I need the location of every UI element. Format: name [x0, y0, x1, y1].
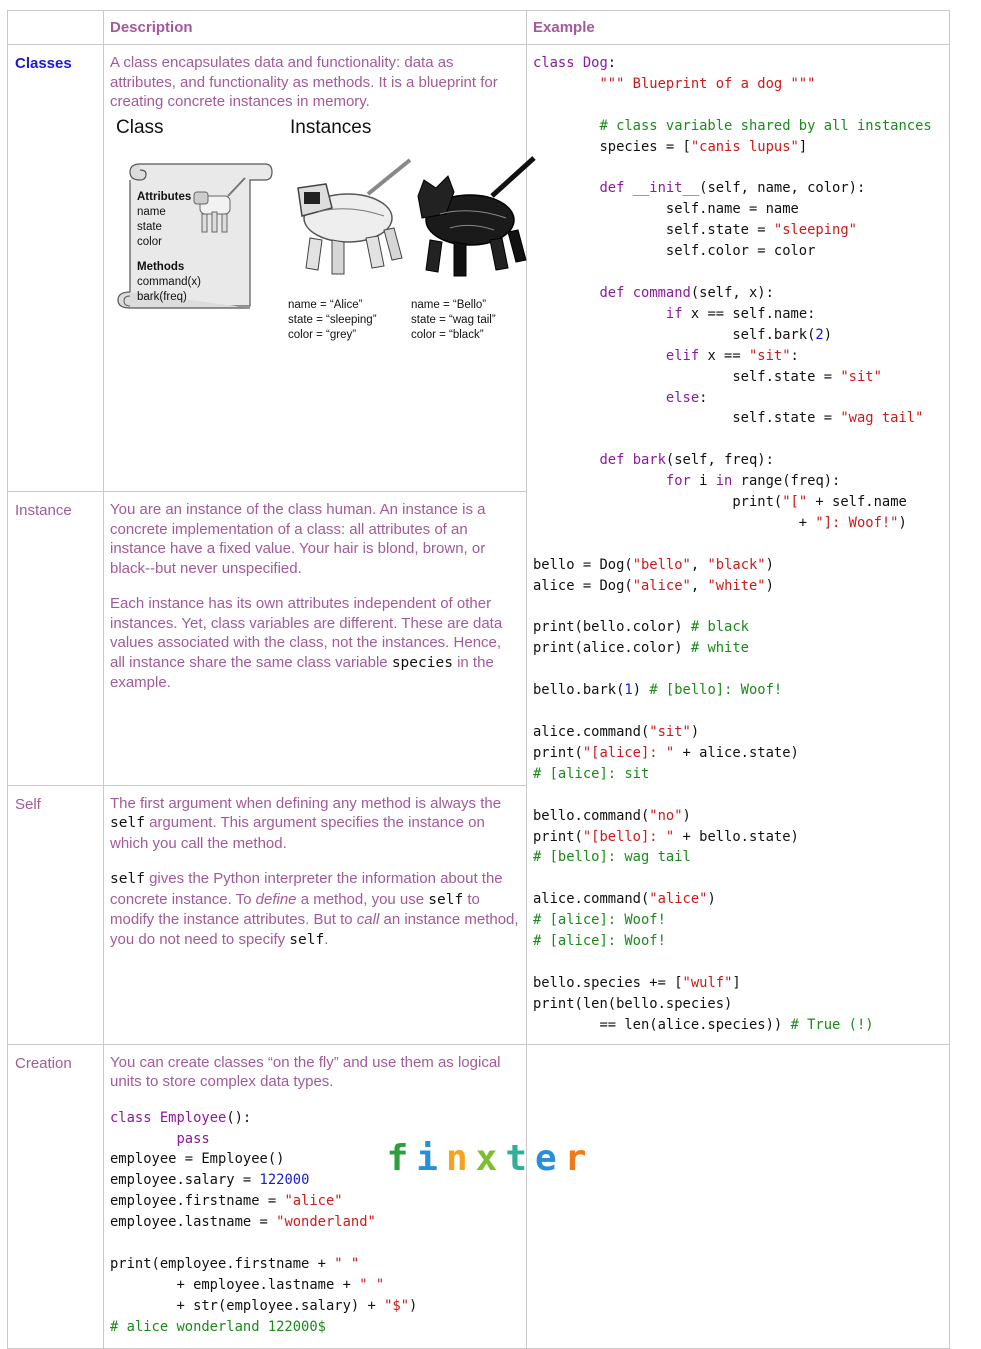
logo-letter-t: t [505, 1138, 536, 1179]
instance-paragraph-1: You are an instance of the class human. An instance is a concrete implementation of a class: all attributes of an instance have a fixed value. Your hair is blond, brown, or black--but never unspecified. [110, 501, 486, 577]
creation-paragraph: You can create classes “on the fly” and use them as logical units to store complex data types. [110, 1053, 501, 1091]
term-instance: Instance [8, 492, 104, 786]
self-code-4: self [289, 931, 325, 948]
bello-caption [411, 298, 496, 343]
self-code-3: self [428, 891, 464, 908]
self-p1-b: argument. This argument specifies the instance on which you call the method. [110, 814, 485, 852]
methods-heading: Methods [137, 260, 185, 273]
logo-letter-x: x [475, 1138, 506, 1179]
desc-self [104, 785, 527, 1044]
self-paragraph-2 [110, 869, 520, 950]
header-empty-cell [8, 11, 104, 45]
alice-state: state = “sleeping” [288, 313, 377, 326]
term-creation: Creation [8, 1044, 104, 1348]
blueprint-text [137, 190, 201, 305]
self-paragraph-1 [110, 794, 520, 854]
example-dog-class [527, 45, 950, 1045]
attribute-state: state [137, 220, 162, 233]
bello-state: state = “wag tail” [411, 313, 496, 326]
logo-letter-e: e [535, 1138, 565, 1179]
term-self: Self [8, 785, 104, 1044]
attribute-name: name [137, 205, 166, 218]
attribute-color: color [137, 235, 162, 248]
dog-class-code: class Dog: """ Blueprint of a dog """ # class variable shared by all instances species = ["canis lupus"] def __init__(self, name, color): self.name = name self.state = "sleeping" self.color = color def command(self, x): if x == self.name: self.bark(2) elif x == "sit": self.state = "sit" else: self.state = "wag tail" def bark(self, freq): for i in range(freq): print("[" + self.name + "]: Woof!") bello = Dog("bello", "black") alice = Dog("alice", "white") print(bello.color) # black print(alice.color) # white bello.bark(1) # [bello]: Woof! alice.command("sit") print("[alice]: " + alice.state) # [alice]: sit bello.command("no") print("[bello]: " + bello.state) # [bello]: wag tail alice.command("alice") # [alice]: Woof! # [alice]: Woof! bello.species += ["wulf"] print(len(bello.species) == len(alice.species)) # True (!) [533, 55, 932, 1033]
example-empty-cell [527, 1044, 950, 1348]
self-p1-a: The first argument when defining any method is always the [110, 794, 502, 812]
self-p2-define: define [255, 890, 297, 908]
alice-caption [288, 298, 377, 343]
self-p2-a: gives the Python interpreter the information about the concrete instance. To [110, 870, 503, 908]
self-p2-c: to modify the instance attributes. But to [110, 890, 480, 929]
alice-robot-dog-icon [288, 156, 418, 296]
desc-classes [104, 45, 527, 492]
employee-code: class Employee(): pass employee = Employee() employee.salary = 122000 employee.firstname = "alice" employee.lastname = "wonderland" print(employee.firstname + " " + employee.lastname + " " + str(employee.salary) + "$") # alice wonderland 122000$ [110, 1109, 418, 1335]
finxter-logo [0, 1138, 981, 1179]
bello-color: color = “black” [411, 328, 484, 341]
alice-name: name = “Alice” [288, 298, 363, 311]
logo-letter-f: f [386, 1138, 417, 1179]
desc-instance [104, 492, 527, 786]
self-p2-call: call [356, 911, 380, 929]
attributes-heading: Attributes [137, 190, 192, 203]
term-classes: Classes [8, 45, 104, 492]
class-instances-figure [110, 118, 520, 356]
self-code-1: self [110, 815, 145, 832]
self-p2-d: an instance method, you do not need to specify [110, 911, 519, 948]
desc-creation [104, 1044, 527, 1348]
instance-paragraph-2 [110, 594, 520, 693]
figure-instances-label: Instances [290, 116, 372, 138]
self-p2-e: . [324, 930, 329, 948]
alice-color: color = “grey” [288, 328, 357, 341]
classes-row [8, 45, 950, 492]
instance-p2-tail: in the example. [110, 653, 494, 692]
method-bark: bark(freq) [137, 290, 187, 303]
header-description: Description [104, 11, 527, 45]
header-example: Example [527, 11, 950, 45]
creation-row [8, 1044, 950, 1348]
species-code: species [391, 654, 453, 671]
figure-class-label: Class [116, 116, 164, 138]
logo-letter-i: i [416, 1138, 446, 1179]
method-command: command(x) [137, 275, 201, 288]
desc-classes-text: A class encapsulates data and functionality: data as attributes, and functionality as methods. It is a blueprint for creating concrete instances in memory. [110, 54, 498, 110]
instance-p2-text: Each instance has its own attributes independent of other instances. Yet, class variables are different. These are data values associated with the class, not the instances. Hence, all instance share the same class variable [110, 595, 503, 671]
bello-robot-dog-icon [410, 156, 540, 296]
logo-letter-n: n [445, 1138, 476, 1179]
logo-letter-r: r [564, 1138, 595, 1179]
self-p2-b: a method, you use [296, 890, 429, 908]
bello-name: name = “Bello” [411, 298, 487, 311]
self-code-2: self [110, 871, 145, 888]
header-row [8, 11, 950, 45]
